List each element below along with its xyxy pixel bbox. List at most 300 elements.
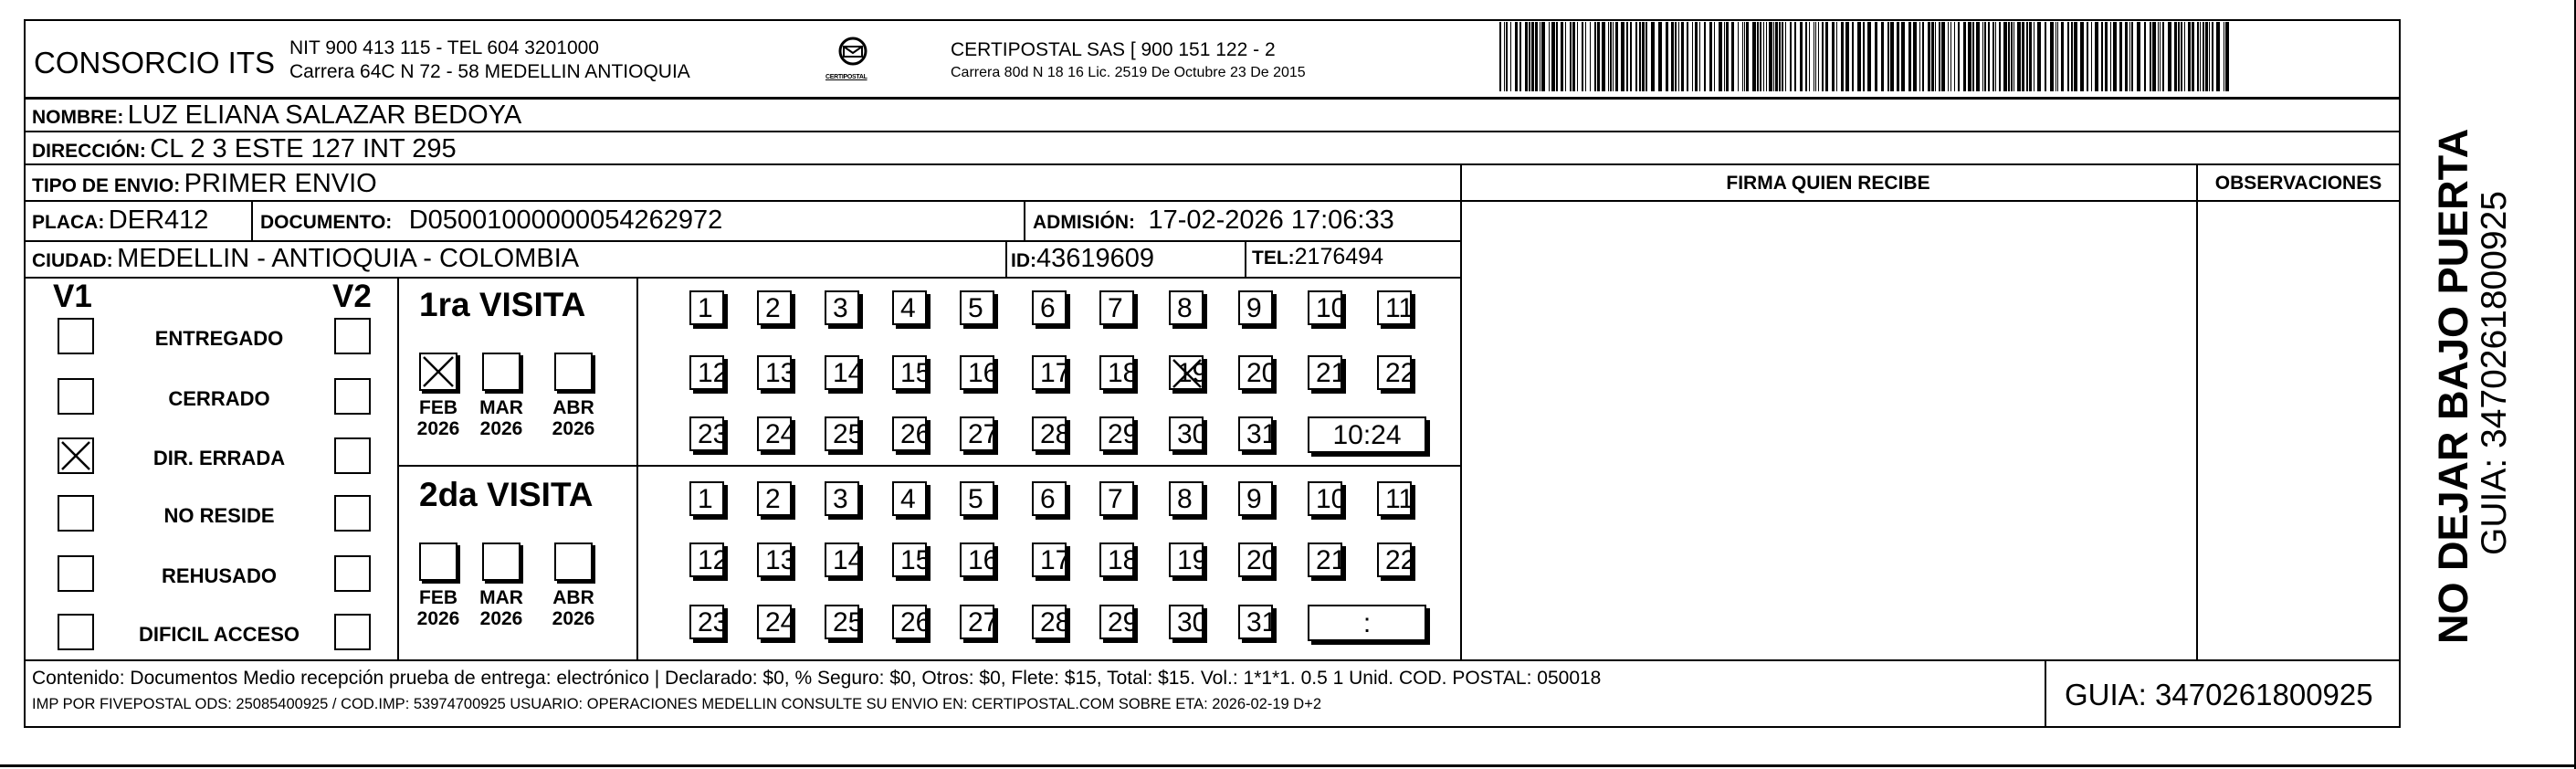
- v2-checkbox[interactable]: [334, 555, 371, 592]
- barcode-bar: [1763, 22, 1764, 91]
- barcode-bar: [1726, 22, 1729, 91]
- v1-checkbox[interactable]: [58, 437, 94, 474]
- v1-checkbox[interactable]: [58, 614, 94, 650]
- barcode-bar: [1782, 22, 1783, 91]
- row-divider: [1460, 200, 2401, 202]
- barcode-bar: [2034, 22, 2035, 91]
- day-box[interactable]: 12: [689, 543, 724, 577]
- barcode-bar: [1565, 22, 1566, 91]
- barcode-bar: [1608, 22, 1609, 91]
- day-box[interactable]: 22: [1377, 355, 1412, 390]
- day-box[interactable]: 5: [960, 290, 994, 325]
- day-box[interactable]: 3: [825, 290, 859, 325]
- v1-checkbox[interactable]: [58, 495, 94, 532]
- row-divider: [24, 131, 2401, 132]
- id-label: ID:: [1011, 250, 1036, 271]
- day-box[interactable]: 22: [1377, 543, 1412, 577]
- barcode-bar: [1794, 22, 1796, 91]
- day-box[interactable]: 19: [1169, 543, 1204, 577]
- barcode-bar: [1630, 22, 1632, 91]
- barcode-bar: [1769, 22, 1772, 91]
- day-box[interactable]: 29: [1099, 416, 1134, 451]
- day-box[interactable]: 24: [757, 416, 792, 451]
- barcode-bar: [2045, 22, 2046, 91]
- barcode-bar: [1752, 22, 1756, 91]
- day-box[interactable]: 8: [1169, 481, 1204, 516]
- barcode-bar: [2125, 22, 2128, 91]
- barcode-bar: [1744, 22, 1745, 91]
- barcode-bar: [1699, 22, 1700, 91]
- day-box[interactable]: 19: [1169, 355, 1204, 390]
- address-label: DIRECCIÓN:: [32, 141, 146, 162]
- barcode-bar: [1766, 22, 1767, 91]
- day-box[interactable]: 20: [1238, 543, 1273, 577]
- barcode-bar: [2061, 22, 2064, 91]
- barcode-bar: [1818, 22, 1819, 91]
- barcode-bar: [1666, 22, 1668, 91]
- barcode-bar: [1541, 22, 1545, 91]
- barcode-bar: [1939, 22, 1940, 91]
- day-box[interactable]: 11: [1377, 290, 1412, 325]
- barcode-bar: [1805, 22, 1807, 91]
- barcode-bar: [1671, 22, 1674, 91]
- x-mark-icon: [421, 354, 456, 389]
- document-value: D05001000000054262972: [408, 205, 723, 235]
- time-box[interactable]: 10:24: [1308, 416, 1426, 453]
- day-box[interactable]: 16: [960, 543, 994, 577]
- barcode-bar: [1922, 22, 1924, 91]
- barcode-bar: [1675, 22, 1677, 91]
- tel-value: 2176494: [1294, 244, 1383, 269]
- barcode-bar: [1775, 22, 1778, 91]
- day-box[interactable]: 7: [1099, 481, 1134, 516]
- barcode-bar: [1719, 22, 1722, 91]
- status-label: DIFICIL ACCESO: [138, 623, 300, 646]
- barcode-bar: [2017, 22, 2021, 91]
- barcode-bar: [1645, 22, 1647, 91]
- barcode-bar: [1908, 22, 1911, 91]
- visit1-title: 1ra VISITA: [419, 286, 586, 323]
- barcode-bar: [1950, 22, 1951, 91]
- barcode-bar: [1875, 22, 1877, 91]
- barcode-bar: [1988, 22, 1990, 91]
- barcode-bar: [1931, 22, 1934, 91]
- barcode-bar: [2008, 22, 2010, 91]
- barcode-bar: [1570, 22, 1572, 91]
- day-box[interactable]: 7: [1099, 290, 1134, 325]
- month-checkbox[interactable]: [482, 353, 520, 391]
- observations-header: OBSERVACIONES: [2214, 173, 2382, 194]
- shipment-type: PRIMER ENVIO: [184, 169, 377, 198]
- month-checkbox[interactable]: [554, 543, 593, 581]
- barcode-bar: [1590, 22, 1591, 91]
- barcode-bar: [2160, 22, 2161, 91]
- barcode-bar: [2011, 22, 2013, 91]
- barcode-bar: [1499, 22, 1501, 91]
- x-mark-icon: [1171, 357, 1204, 390]
- v2-checkbox[interactable]: [334, 378, 371, 415]
- day-box[interactable]: 16: [960, 355, 994, 390]
- barcode-bar: [1695, 22, 1698, 91]
- month-checkbox[interactable]: [419, 353, 457, 391]
- barcode-bar: [1760, 22, 1761, 91]
- day-box[interactable]: 29: [1099, 605, 1134, 639]
- barcode-bar: [1731, 22, 1734, 91]
- v1-label: V1: [53, 279, 92, 314]
- day-box[interactable]: 23: [689, 605, 724, 639]
- day-box[interactable]: 17: [1032, 355, 1067, 390]
- barcode-bar: [2101, 22, 2103, 91]
- barcode-bar: [2067, 22, 2069, 91]
- status-label: ENTREGADO: [154, 327, 284, 350]
- day-box[interactable]: 31: [1238, 605, 1273, 639]
- v1-checkbox[interactable]: [58, 318, 94, 354]
- barcode-bar: [1594, 22, 1596, 91]
- status-label: NO RESIDE: [163, 504, 275, 527]
- cell-divider: [1245, 240, 1246, 277]
- barcode-bar: [1561, 22, 1563, 91]
- day-box[interactable]: 6: [1032, 290, 1067, 325]
- month-checkbox[interactable]: [482, 543, 520, 581]
- month-label: ABR 2026: [552, 397, 595, 439]
- barcode-bar: [1832, 22, 1835, 91]
- day-box[interactable]: 15: [892, 543, 927, 577]
- day-box[interactable]: 5: [960, 481, 994, 516]
- barcode-bar: [1510, 22, 1511, 91]
- month-checkbox[interactable]: [554, 353, 593, 391]
- day-box[interactable]: 15: [892, 355, 927, 390]
- barcode-bar: [1779, 22, 1781, 91]
- barcode-bar: [2071, 22, 2073, 91]
- cell-divider: [636, 277, 638, 659]
- barcode-bar: [1746, 22, 1749, 91]
- barcode-bar: [1582, 22, 1583, 91]
- barcode-bar: [2209, 22, 2210, 91]
- barcode-bar: [2087, 22, 2088, 91]
- barcode-bar: [1621, 22, 1624, 91]
- day-box[interactable]: 11: [1377, 481, 1412, 516]
- recipient-address: CL 2 3 ESTE 127 INT 295: [150, 134, 457, 163]
- barcode-bar: [2162, 22, 2164, 91]
- month-label: FEB 2026: [416, 587, 460, 629]
- admission-label: ADMISIÓN:: [1033, 212, 1135, 233]
- barcode-bar: [1556, 22, 1558, 91]
- barcode-bar: [1836, 22, 1837, 91]
- barcode-bar: [2110, 22, 2111, 91]
- barcode-bar: [1572, 22, 1575, 91]
- barcode-bar: [1809, 22, 1810, 91]
- barcode-bar: [1610, 22, 1612, 91]
- day-box[interactable]: 18: [1099, 543, 1134, 577]
- day-box[interactable]: 28: [1032, 605, 1067, 639]
- row-divider: [24, 200, 1462, 202]
- plate-value: DER412: [108, 205, 209, 235]
- side-warning: NO DEJAR BAJO PUERTA: [2430, 128, 2476, 644]
- barcode-bar: [1577, 22, 1578, 91]
- barcode-bar: [2168, 22, 2171, 91]
- barcode-bar: [2178, 22, 2180, 91]
- plate-label: PLACA:: [32, 212, 105, 233]
- barcode-bar: [1890, 22, 1894, 91]
- day-box[interactable]: 26: [892, 605, 927, 639]
- barcode-bar: [2181, 22, 2182, 91]
- day-box[interactable]: 10: [1308, 290, 1342, 325]
- barcode-bar: [1897, 22, 1899, 91]
- barcode-bar: [2158, 22, 2159, 91]
- barcode-bar: [2188, 22, 2191, 91]
- day-box[interactable]: 20: [1238, 355, 1273, 390]
- barcode-bar: [2137, 22, 2140, 91]
- day-box[interactable]: 14: [825, 543, 859, 577]
- barcode-bar: [2212, 22, 2213, 91]
- company-name: CONSORCIO ITS: [34, 46, 276, 79]
- day-box[interactable]: 6: [1032, 481, 1067, 516]
- day-box[interactable]: 30: [1169, 416, 1204, 451]
- barcode-bar: [1738, 22, 1739, 91]
- barcode-bar: [1613, 22, 1614, 91]
- day-box[interactable]: 23: [689, 416, 724, 451]
- day-box[interactable]: 9: [1238, 290, 1273, 325]
- barcode-bar: [2119, 22, 2122, 91]
- barcode-bar: [2057, 22, 2058, 91]
- barcode-bar: [2091, 22, 2092, 91]
- barcode-bar: [1815, 22, 1816, 91]
- barcode-bar: [1785, 22, 1786, 91]
- barcode-bar: [1773, 22, 1774, 91]
- barcode-bar: [1841, 22, 1844, 91]
- barcode-bar: [1954, 22, 1955, 91]
- barcode-bar: [1742, 22, 1743, 91]
- barcode-bar: [1995, 22, 1996, 91]
- barcode-bar: [1845, 22, 1849, 91]
- barcode-bar: [1585, 22, 1586, 91]
- id-value: 43619609: [1036, 244, 1155, 273]
- cell-divider: [1024, 200, 1025, 240]
- barcode-bar: [2050, 22, 2054, 91]
- imp-line: IMP POR FIVEPOSTAL ODS: 25085400925 / COD.IMP: 53974700925 USUARIO: OPERACIONES MEDELLIN CONSULTE SU ENVIO EN: CERTIPOSTAL.COM SOBRE ETA: 2026-02-19 D+2: [32, 696, 1322, 712]
- barcode-bar: [2029, 22, 2032, 91]
- name-label: NOMBRE:: [32, 107, 124, 128]
- barcode-bar: [1506, 22, 1508, 91]
- day-box[interactable]: 30: [1169, 605, 1204, 639]
- day-box[interactable]: 13: [757, 543, 792, 577]
- day-box[interactable]: 2: [757, 481, 792, 516]
- v2-checkbox[interactable]: [334, 437, 371, 474]
- day-box[interactable]: 12: [689, 355, 724, 390]
- day-box[interactable]: 10: [1308, 481, 1342, 516]
- day-box[interactable]: 27: [960, 605, 994, 639]
- day-box[interactable]: 3: [825, 481, 859, 516]
- tel-label: TEL:: [1252, 248, 1295, 269]
- header-divider: [24, 97, 2401, 100]
- barcode-bar: [1948, 22, 1949, 91]
- barcode-bar: [1529, 22, 1530, 91]
- barcode-bar: [2129, 22, 2130, 91]
- barcode-bar: [2225, 22, 2229, 91]
- barcode-bar: [1635, 22, 1637, 91]
- barcode-bar: [1976, 22, 1980, 91]
- barcode-bar: [1757, 22, 1759, 91]
- barcode-bar: [2197, 22, 2199, 91]
- barcode-bar: [1549, 22, 1550, 91]
- barcode-bar: [2074, 22, 2077, 91]
- barcode-bar: [1681, 22, 1684, 91]
- barcode-bar: [1881, 22, 1884, 91]
- barcode-bar: [1867, 22, 1871, 91]
- v2-label: V2: [332, 279, 372, 314]
- barcode-bar: [2152, 22, 2156, 91]
- barcode-bar: [1958, 22, 1960, 91]
- barcode-bar: [1687, 22, 1688, 91]
- barcode-bar: [2131, 22, 2133, 91]
- day-box[interactable]: 14: [825, 355, 859, 390]
- barcode-bar: [1935, 22, 1936, 91]
- barcode-bar: [2022, 22, 2024, 91]
- day-box[interactable]: 18: [1099, 355, 1134, 390]
- type-label: TIPO DE ENVIO:: [32, 175, 181, 196]
- barcode-bar: [2113, 22, 2117, 91]
- row-divider: [24, 163, 2401, 165]
- barcode-bar: [2026, 22, 2028, 91]
- barcode-bar: [1651, 22, 1655, 91]
- barcode-bar: [1597, 22, 1600, 91]
- barcode-bar: [1982, 22, 1983, 91]
- barcode-bar: [1535, 22, 1538, 91]
- barcode-bar: [1642, 22, 1645, 91]
- month-checkbox[interactable]: [419, 543, 457, 581]
- day-box[interactable]: 1: [689, 290, 724, 325]
- day-box[interactable]: 13: [757, 355, 792, 390]
- day-box[interactable]: 9: [1238, 481, 1273, 516]
- barcode-bar: [2203, 22, 2204, 91]
- barcode-bar: [1984, 22, 1986, 91]
- barcode: [1499, 22, 2230, 91]
- day-box[interactable]: 25: [825, 605, 859, 639]
- v2-checkbox[interactable]: [334, 614, 371, 650]
- barcode-bar: [1551, 22, 1555, 91]
- cell-divider: [1005, 240, 1007, 277]
- day-box[interactable]: 27: [960, 416, 994, 451]
- signature-header: FIRMA QUIEN RECIBE: [1726, 173, 1930, 194]
- barcode-bar: [1992, 22, 1994, 91]
- barcode-bar: [1825, 22, 1828, 91]
- day-box[interactable]: 2: [757, 290, 792, 325]
- barcode-bar: [1913, 22, 1917, 91]
- barcode-bar: [2150, 22, 2151, 91]
- barcode-bar: [1790, 22, 1792, 91]
- barcode-bar: [2184, 22, 2185, 91]
- day-box[interactable]: 24: [757, 605, 792, 639]
- barcode-bar: [2192, 22, 2194, 91]
- v2-checkbox[interactable]: [334, 495, 371, 532]
- v1-checkbox[interactable]: [58, 555, 94, 592]
- barcode-bar: [2144, 22, 2146, 91]
- time-box[interactable]: :: [1308, 605, 1426, 641]
- footer-guia: GUIA: 3470261800925: [2065, 678, 2373, 711]
- document-label: DOCUMENTO:: [260, 212, 393, 233]
- barcode-bar: [1714, 22, 1715, 91]
- carrier-address: Carrera 80d N 18 16 Lic. 2519 De Octubre 23 De 2015: [951, 65, 1306, 80]
- barcode-bar: [1887, 22, 1889, 91]
- envelope-icon: [829, 35, 877, 71]
- barcode-bar: [1658, 22, 1662, 91]
- barcode-bar: [1822, 22, 1824, 91]
- barcode-bar: [1504, 22, 1505, 91]
- barcode-bar: [2095, 22, 2098, 91]
- day-box[interactable]: 4: [892, 290, 927, 325]
- day-box[interactable]: 31: [1238, 416, 1273, 451]
- cell-divider: [251, 200, 253, 240]
- day-box[interactable]: 21: [1308, 355, 1342, 390]
- barcode-bar: [2080, 22, 2084, 91]
- col-divider: [1460, 163, 1462, 659]
- side-guia: GUIA: 3470261800925: [2475, 191, 2514, 555]
- barcode-bar: [1626, 22, 1628, 91]
- status-label: DIR. ERRADA: [152, 447, 286, 469]
- barcode-bar: [1639, 22, 1641, 91]
- outer-bottom-rule: [0, 764, 2576, 767]
- visit2-title: 2da VISITA: [419, 476, 594, 513]
- day-box[interactable]: 21: [1308, 543, 1342, 577]
- cell-divider: [397, 277, 399, 659]
- row-divider: [24, 277, 1462, 279]
- barcode-bar: [1919, 22, 1920, 91]
- col-divider: [2196, 163, 2198, 659]
- carrier-name: CERTIPOSTAL SAS [ 900 151 122 - 2: [951, 39, 1276, 60]
- barcode-bar: [2037, 22, 2041, 91]
- recipient-name: LUZ ELIANA SALAZAR BEDOYA: [127, 100, 522, 130]
- v1-checkbox[interactable]: [58, 378, 94, 415]
- day-box[interactable]: 26: [892, 416, 927, 451]
- barcode-bar: [2003, 22, 2007, 91]
- barcode-bar: [1531, 22, 1534, 91]
- barcode-bar: [1852, 22, 1854, 91]
- month-label: MAR 2026: [479, 587, 523, 629]
- barcode-bar: [1968, 22, 1971, 91]
- barcode-bar: [1704, 22, 1706, 91]
- day-box[interactable]: 8: [1169, 290, 1204, 325]
- month-label: ABR 2026: [552, 587, 595, 629]
- certipostal-logo: CERTIPOSTAL: [829, 35, 877, 88]
- barcode-bar: [2200, 22, 2201, 91]
- col-divider: [2045, 659, 2046, 728]
- x-mark-icon: [59, 439, 92, 472]
- day-box[interactable]: 4: [892, 481, 927, 516]
- content-line: Contenido: Documentos Medio recepción prueba de entrega: electrónico | Declarado: $0, % Seguro: $0, Otros: $0, Flete: $15, Total: $15. Vol.: 1*1*1. 0.5 1 Unid. COD. POSTAL: 050018: [32, 668, 1602, 689]
- barcode-bar: [1615, 22, 1618, 91]
- v2-checkbox[interactable]: [334, 318, 371, 354]
- day-box[interactable]: 17: [1032, 543, 1067, 577]
- admission-value: 17-02-2026 17:06:33: [1148, 205, 1394, 235]
- barcode-bar: [1800, 22, 1803, 91]
- barcode-bar: [1692, 22, 1693, 91]
- day-box[interactable]: 1: [689, 481, 724, 516]
- cell-divider: [397, 465, 1462, 467]
- day-box[interactable]: 25: [825, 416, 859, 451]
- month-label: FEB 2026: [416, 397, 460, 439]
- barcode-bar: [1602, 22, 1605, 91]
- city-value: MEDELLIN - ANTIOQUIA - COLOMBIA: [117, 244, 580, 273]
- company-nit: NIT 900 413 115 - TEL 604 3201000: [289, 37, 599, 58]
- barcode-bar: [1857, 22, 1861, 91]
- day-box[interactable]: 28: [1032, 416, 1067, 451]
- status-label: REHUSADO: [162, 564, 277, 587]
- barcode-bar: [1999, 22, 2001, 91]
- barcode-bar: [2216, 22, 2220, 91]
- barcode-bar: [1515, 22, 1518, 91]
- barcode-bar: [1972, 22, 1974, 91]
- barcode-bar: [1941, 22, 1945, 91]
